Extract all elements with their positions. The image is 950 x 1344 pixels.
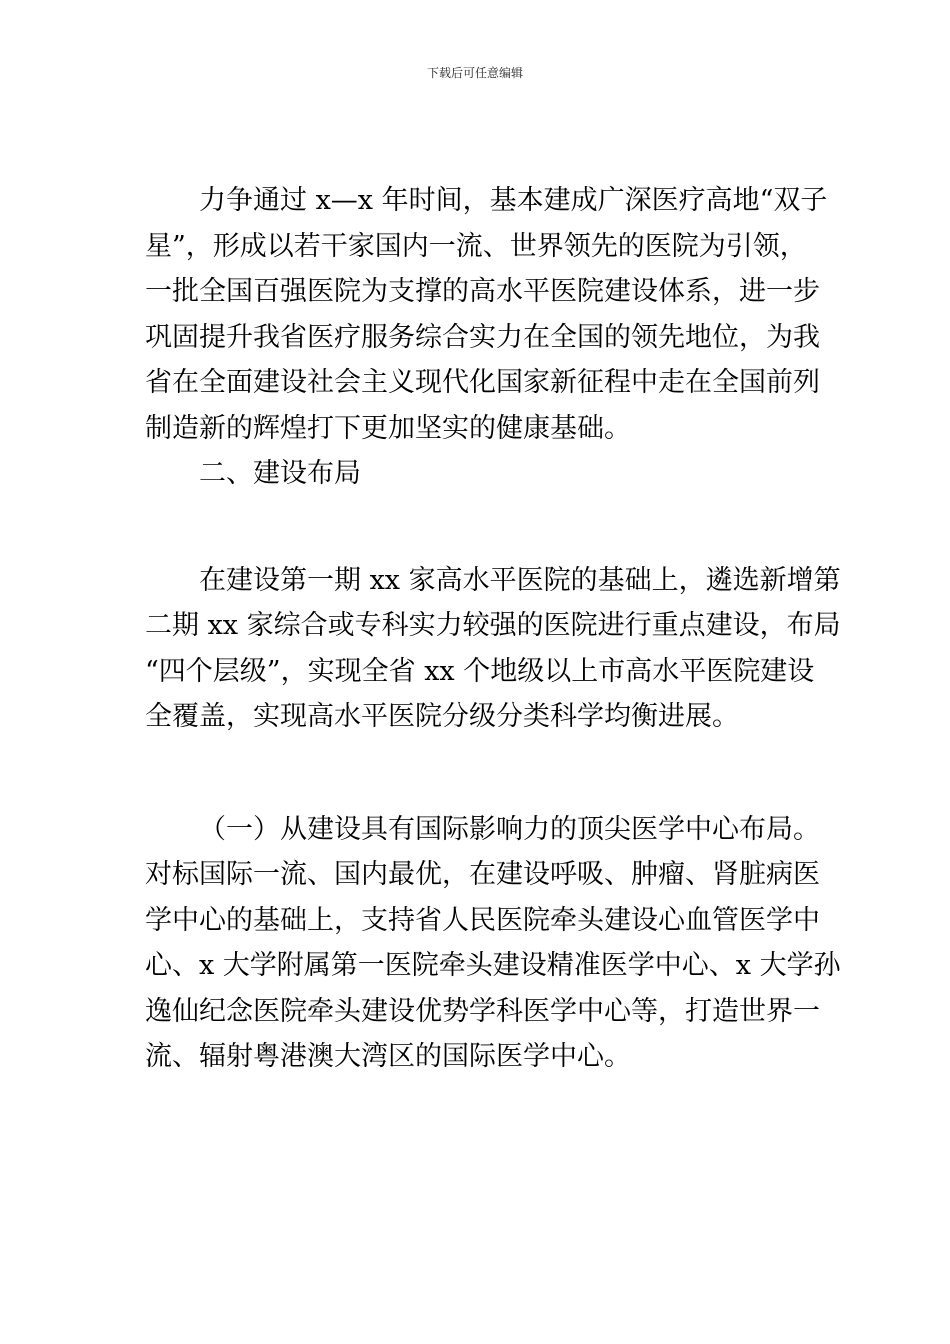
paragraph-medical-centers — [145, 807, 841, 1080]
text-line: 制造新的辉煌打下更加坚实的健康基础。 — [145, 412, 631, 444]
text-line: 星”，形成以若干家国内一流、世界领先的医院为引领， — [145, 230, 807, 262]
section-heading: 二、建设布局 — [199, 458, 361, 489]
text-line: “四个层级”，实现全省 xx 个地级以上市高水平医院建设 — [145, 655, 815, 687]
text-line: 一批全国百强医院为支撑的高水平医院建设体系，进一步 — [145, 276, 820, 307]
text-line: 在建设第一期 xx 家高水平医院的基础上，遴选新增第 — [199, 564, 841, 596]
text-line: 二期 xx 家综合或专科实力较强的医院进行重点建设，布局 — [145, 610, 841, 641]
text-line: 流、辐射粤港澳大湾区的国际医学中心。 — [145, 1041, 631, 1072]
paragraph-goal — [145, 178, 828, 451]
text-line: 学中心的基础上，支持省人民医院牵头建设心血管医学中 — [145, 904, 820, 936]
text-line: 力争通过 x—x 年时间，基本建成广深医疗高地“双子 — [199, 185, 828, 216]
text-line: 巩固提升我省医疗服务综合实力在全国的领先地位，为我 — [145, 321, 820, 353]
text-line: 对标国际一流、国内最优，在建设呼吸、肿瘤、肾脏病医 — [145, 859, 820, 890]
paragraph-layout — [145, 558, 841, 740]
document-body — [145, 178, 841, 1080]
page-header-note: 下载后可任意编辑 — [426, 66, 523, 80]
text-line: 省在全面建设社会主义现代化国家新征程中走在全国前列 — [145, 367, 820, 398]
text-line: （一）从建设具有国际影响力的顶尖医学中心布局。 — [199, 813, 820, 845]
text-line: 心、x 大学附属第一医院牵头建设精准医学中心、x 大学孙 — [145, 950, 841, 981]
text-line: 全覆盖，实现高水平医院分级分类科学均衡进展。 — [145, 701, 739, 732]
text-line: 逸仙纪念医院牵头建设优势学科医学中心等，打造世界一 — [145, 995, 820, 1027]
